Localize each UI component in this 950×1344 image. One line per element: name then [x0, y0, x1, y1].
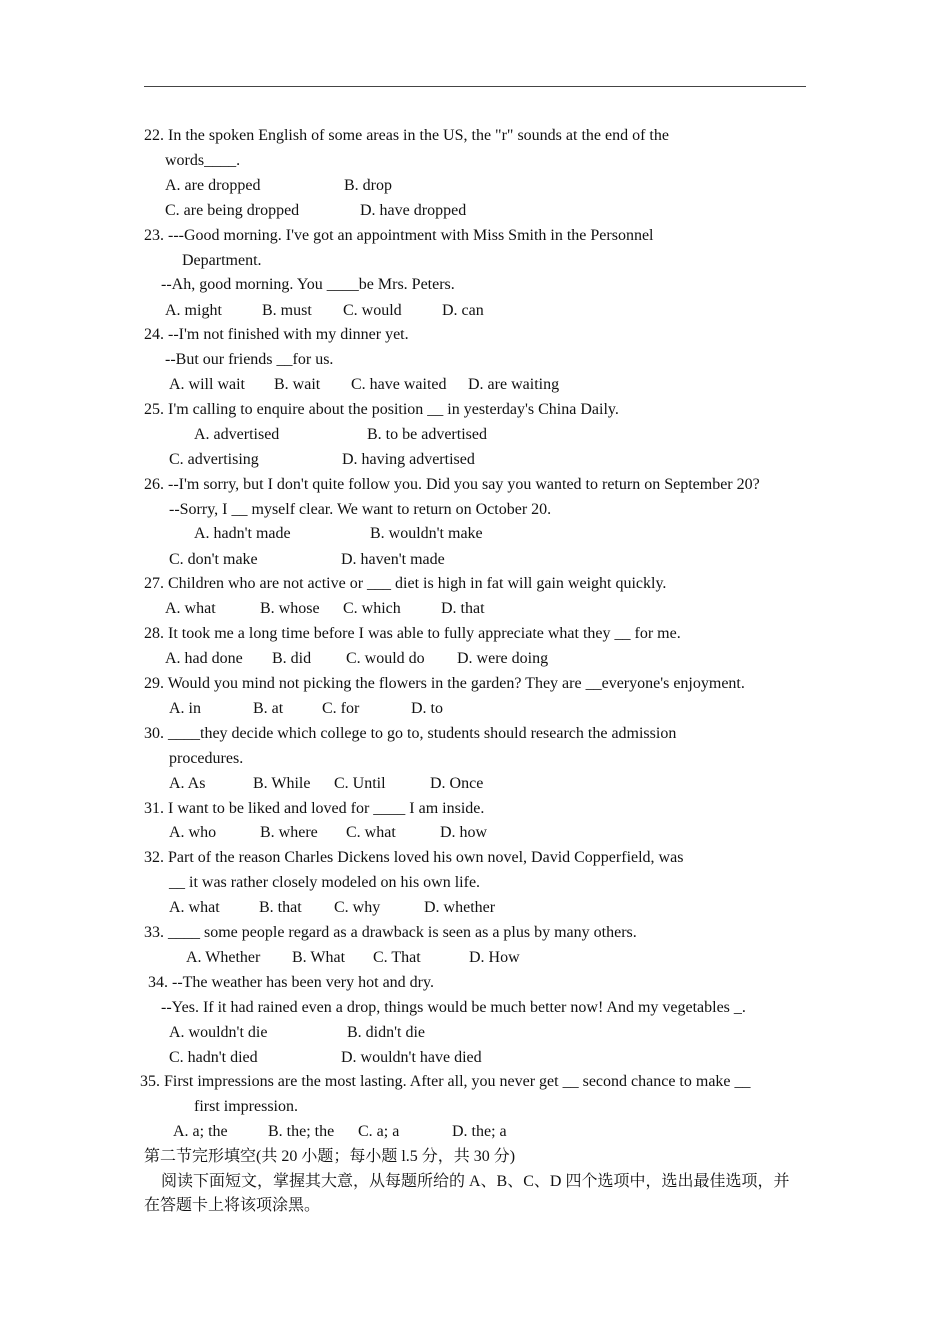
question-text: ____they decide which college to go to, students should research the admission [168, 725, 677, 742]
section-title: 第二节完形填空(共 20 小题；每小题 l.5 分，共 30 分) [144, 1148, 516, 1165]
question-text: --I'm not finished with my dinner yet. [168, 326, 409, 343]
question-number: 33. [144, 924, 164, 941]
question-34-stem [148, 973, 434, 993]
question-24-option-c: C. have waited [351, 376, 447, 393]
question-text: It took me a long time before I was able to fully appreciate what they __ for me. [168, 625, 681, 642]
question-27-option-d: D. that [441, 600, 485, 617]
question-number: 26. [144, 476, 164, 493]
question-34-dialogue-reply: --Yes. If it had rained even a drop, things would be much better now! And my vegetables _. [161, 999, 746, 1016]
question-26-option-a: A. hadn't made [194, 525, 291, 542]
question-26-dialogue-reply: --Sorry, I __ myself clear. We want to return on October 20. [169, 501, 552, 518]
question-27-option-a: A. what [165, 600, 216, 617]
question-31-option-c: C. what [346, 824, 396, 841]
question-text: First impressions are the most lasting. After all, you never get __ second chance to make __ [164, 1073, 751, 1090]
question-28-option-a: A. had done [165, 650, 243, 667]
question-22-option-c: C. are being dropped [165, 202, 300, 219]
question-35-stem-continued: first impression. [194, 1098, 298, 1115]
question-34-option-c: C. hadn't died [169, 1049, 258, 1066]
question-number: 24. [144, 326, 164, 343]
question-22-stem-continued: words____. [165, 152, 241, 169]
question-number: 34. [148, 974, 168, 991]
question-number: 28. [144, 625, 164, 642]
question-31-option-b: B. where [260, 824, 318, 841]
question-text: --I'm sorry, but I don't quite follow you. Did you say you wanted to return on September 20? [168, 476, 760, 493]
question-35-option-d: D. the; a [452, 1123, 507, 1140]
question-23-stem-continued: Department. [182, 252, 262, 269]
question-28-option-b: B. did [272, 650, 312, 667]
question-30-option-d: D. Once [430, 775, 484, 792]
question-23-option-b: B. must [262, 302, 312, 319]
question-35-stem [140, 1072, 751, 1092]
question-24-dialogue-reply: --But our friends __for us. [165, 351, 334, 368]
question-27-stem [144, 574, 666, 594]
question-23-option-a: A. might [165, 302, 222, 319]
question-number: 29. [144, 675, 164, 692]
question-text: ---Good morning. I've got an appointment with Miss Smith in the Personnel [168, 227, 654, 244]
question-33-option-b: B. What [292, 949, 346, 966]
question-32-option-c: C. why [334, 899, 381, 916]
question-number: 30. [144, 725, 164, 742]
question-32-option-d: D. whether [424, 899, 496, 916]
question-34-option-a: A. wouldn't die [169, 1024, 268, 1041]
question-text: --The weather has been very hot and dry. [172, 974, 434, 991]
question-28-stem [144, 624, 681, 644]
question-33-option-a: A. Whether [186, 949, 261, 966]
question-29-stem [144, 674, 745, 694]
question-27-option-c: C. which [343, 600, 401, 617]
section-instruction-line-2: 在答题卡上将该项涂黑。 [144, 1197, 321, 1214]
question-32-stem [144, 848, 683, 868]
question-26-option-b: B. wouldn't make [370, 525, 483, 542]
question-29-option-a: A. in [169, 700, 201, 717]
question-32-stem-continued: __ it was rather closely modeled on his own life. [169, 874, 481, 891]
question-30-stem [144, 724, 676, 744]
question-text: Part of the reason Charles Dickens loved his own novel, David Copperfield, was [168, 849, 684, 866]
question-number: 32. [144, 849, 164, 866]
question-text: In the spoken English of some areas in the US, the "r" sounds at the end of the [168, 127, 669, 144]
question-23-dialogue-reply: --Ah, good morning. You ____be Mrs. Peters. [161, 276, 455, 293]
question-29-option-c: C. for [322, 700, 360, 717]
question-number: 27. [144, 575, 164, 592]
header-rule [144, 86, 806, 87]
question-25-option-b: B. to be advertised [367, 426, 487, 443]
question-35-option-b: B. the; the [268, 1123, 335, 1140]
question-24-stem [144, 325, 409, 345]
question-24-option-a: A. will wait [169, 376, 245, 393]
question-31-option-a: A. who [169, 824, 217, 841]
question-29-option-d: D. to [411, 700, 443, 717]
question-22-stem [144, 126, 669, 146]
question-33-option-d: D. How [469, 949, 520, 966]
question-27-option-b: B. whose [260, 600, 320, 617]
question-22-option-b: B. drop [344, 177, 392, 194]
question-text: I'm calling to enquire about the position __ in yesterday's China Daily. [168, 401, 619, 418]
question-24-option-b: B. wait [274, 376, 321, 393]
question-26-option-c: C. don't make [169, 551, 258, 568]
question-text: Children who are not active or ___ diet is high in fat will gain weight quickly. [168, 575, 667, 592]
question-text: I want to be liked and loved for ____ I am inside. [168, 800, 485, 817]
question-31-stem [144, 799, 484, 819]
question-26-stem [144, 475, 760, 495]
question-32-option-a: A. what [169, 899, 220, 916]
question-30-option-a: A. As [169, 775, 206, 792]
question-25-option-a: A. advertised [194, 426, 280, 443]
question-30-option-b: B. While [253, 775, 311, 792]
question-22-option-d: D. have dropped [360, 202, 467, 219]
question-33-option-c: C. That [373, 949, 421, 966]
question-34-option-d: D. wouldn't have died [341, 1049, 482, 1066]
question-35-option-a: A. a; the [173, 1123, 228, 1140]
question-23-stem [144, 226, 654, 246]
question-number: 31. [144, 800, 164, 817]
question-30-option-c: C. Until [334, 775, 386, 792]
question-33-stem [144, 923, 637, 943]
question-number: 25. [144, 401, 164, 418]
question-26-option-d: D. haven't made [341, 551, 445, 568]
question-25-option-c: C. advertising [169, 451, 259, 468]
question-25-stem [144, 400, 619, 420]
question-text: ____ some people regard as a drawback is seen as a plus by many others. [168, 924, 637, 941]
question-24-option-d: D. are waiting [468, 376, 560, 393]
question-30-stem-continued: procedures. [169, 750, 244, 767]
question-32-option-b: B. that [259, 899, 302, 916]
question-22-option-a: A. are dropped [165, 177, 261, 194]
question-text: Would you mind not picking the flowers in the garden? They are __everyone's enjoyment. [167, 675, 745, 692]
question-35-option-c: C. a; a [358, 1123, 400, 1140]
question-23-option-d: D. can [442, 302, 484, 319]
section-instruction-line-1: 阅读下面短文，掌握其大意，从每题所给的 A、B、C、D 四个选项中，选出最佳选项，并 [161, 1173, 790, 1190]
question-25-option-d: D. having advertised [342, 451, 475, 468]
question-34-option-b: B. didn't die [347, 1024, 425, 1041]
question-31-option-d: D. how [440, 824, 488, 841]
question-number: 23. [144, 227, 164, 244]
question-28-option-c: C. would do [346, 650, 425, 667]
question-number: 35. [140, 1073, 160, 1090]
question-28-option-d: D. were doing [457, 650, 549, 667]
question-29-option-b: B. at [253, 700, 284, 717]
question-number: 22. [144, 127, 164, 144]
question-23-option-c: C. would [343, 302, 402, 319]
